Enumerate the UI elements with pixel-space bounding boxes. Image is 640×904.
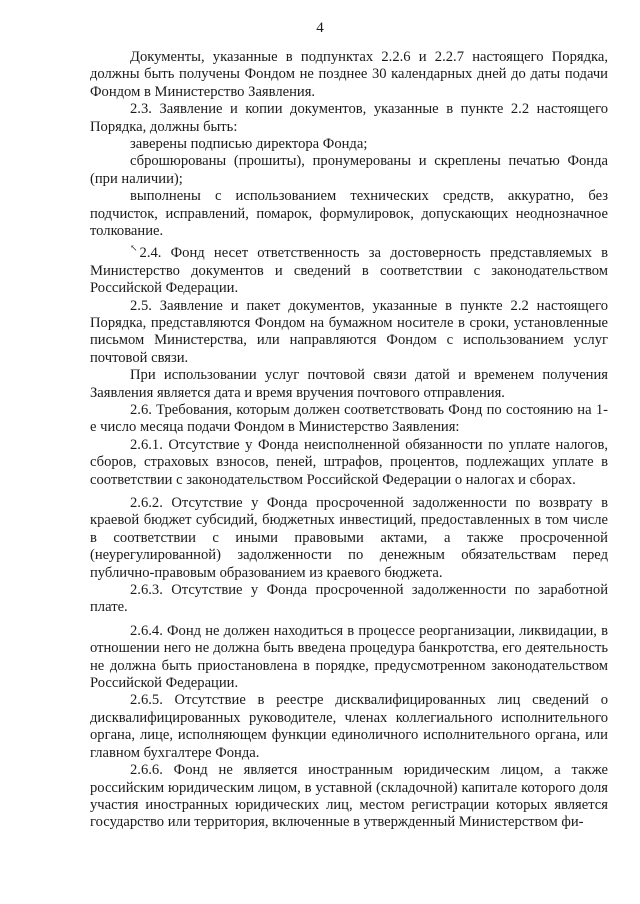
- paragraph-2-4-text: 2.4. Фонд несет ответственность за достоверность представляемых в Министерство документов и сведений в соответствии с законодательством Российской Федерации.: [90, 245, 608, 297]
- paragraph-2-6-3: 2.6.3. Отсутствие у Фонда просроченной задолженности по заработной плате.: [90, 582, 608, 616]
- paragraph-executed: выполнены с использованием технических средств, аккуратно, без подчисток, исправлений, помарок, формулировок, допускающих неоднозначное толкование.: [90, 188, 608, 240]
- paragraph-postal: При использовании услуг почтовой связи датой и временем получения Заявления является дата и время вручения почтового отправления.: [90, 367, 608, 401]
- paragraph-2-6-1: 2.6.1. Отсутствие у Фонда неисполненной обязанности по уплате налогов, сборов, страховых взносов, пеней, штрафов, процентов, подлежащих уплате в соответствии с законодательством Российской Федерации о налогах и сборах.: [90, 436, 608, 488]
- paragraph-2-6-4: 2.6.4. Фонд не должен находиться в процессе реорганизации, ликвидации, в отношении него не должна быть введена процедура банкротства, его деятельность не должна быть приостановлена в порядке, предусмотренном законодательством Российской Федерации.: [90, 622, 608, 692]
- paragraph-2-6-6: 2.6.6. Фонд не является иностранным юридическим лицом, а также российским юридическим лицом, в уставной (складочной) капитале которого доля участия иностранных юридических лиц, местом регистрации которых является государство или территория, включенные в утвержденный Министерством фи-: [90, 762, 608, 831]
- paragraph-2-6-5: 2.6.5. Отсутствие в реестре дисквалифицированных лиц сведений о дисквалифицированных руководителе, членах коллегиального исполнительного органа, лице, исполняющем функции единоличного исполнительного органа, или главном бухгалтере Фонда.: [90, 692, 608, 761]
- paragraph-signed: заверены подписью директора Фонда;: [130, 136, 368, 153]
- paragraph-2-6: 2.6. Требования, которым должен соответствовать Фонд по состоянию на 1-е число месяца подачи Фондом в Министерство Заявления:: [90, 401, 608, 436]
- paragraph-documents-deadline: Документы, указанные в подпунктах 2.2.6 и 2.2.7 настоящего Порядка, должны быть получены Фондом не позднее 30 календарных дней до даты подачи Фондом в Министерство Заявления.: [90, 49, 608, 100]
- paragraph-bound: сброшюрованы (прошиты), пронумерованы и скреплены печатью Фонда (при наличии);: [90, 153, 608, 187]
- paragraph-2-3: 2.3. Заявление и копии документов, указанные в пункте 2.2 настоящего Порядка, должны быть:: [90, 101, 608, 135]
- paragraph-2-5: 2.5. Заявление и пакет документов, указанные в пункте 2.2 настоящего Порядка, представляются Фондом на бумажном носителе в сроки, установленные письмом Министерства, или направляются Фондом с использованием услуг почтовой связи.: [90, 297, 608, 366]
- page-number: 4: [316, 20, 324, 36]
- margin-mark-icon: ↖: [130, 243, 138, 254]
- document-body: [90, 49, 608, 832]
- paragraph-2-6-2: 2.6.2. Отсутствие у Фонда просроченной задолженности по возврату в краевой бюджет субсидий, бюджетных инвестиций, предоставленных в том числе в соответствии с иными правовыми актами, а также просроченной (неурегулированной) задолженности по денежным обязательствам перед публично-правовым образованием из краевого бюджета.: [90, 495, 608, 581]
- paragraph-2-4: [90, 240, 608, 297]
